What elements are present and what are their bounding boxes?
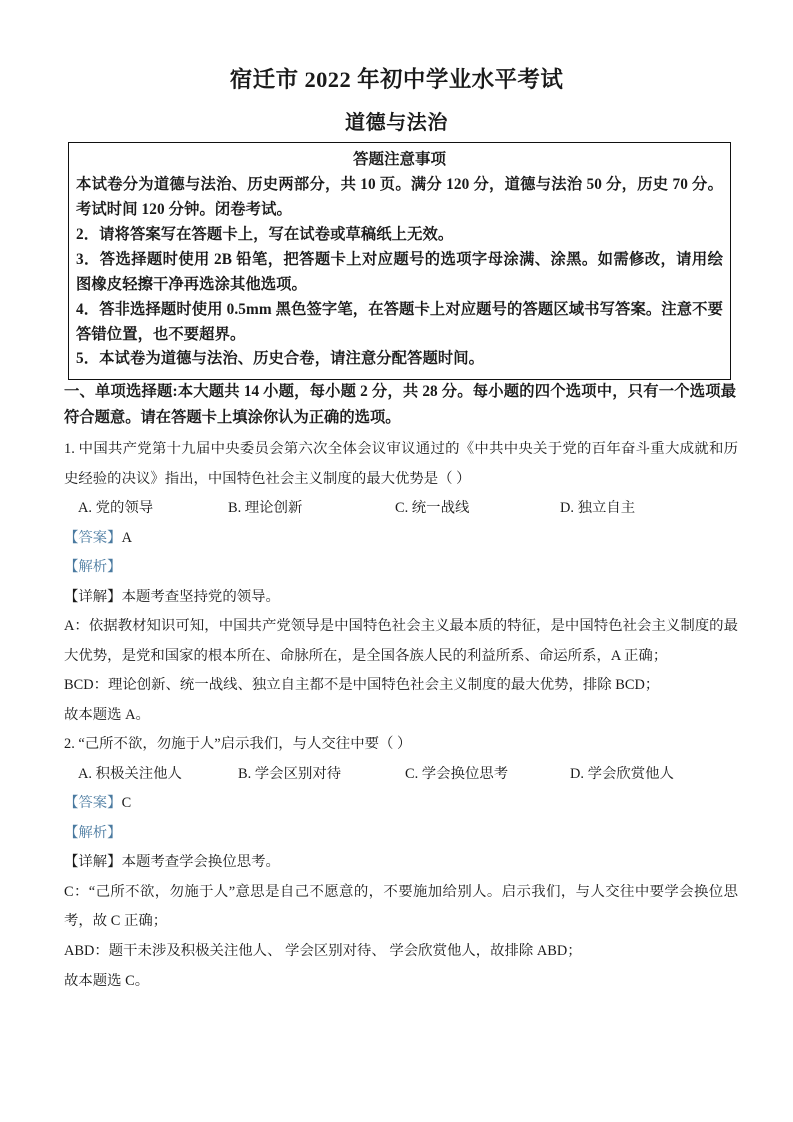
page-title: 宿迁市 2022 年初中学业水平考试 <box>229 67 564 92</box>
exam-notice-box <box>68 142 731 380</box>
explanation-paragraph: C：“己所不欲，勿施于人”意思是自己不愿意的，不要施加给别人。启示我们，与人交往中要学会换位思考，故 C 正确； <box>64 883 738 930</box>
explanation-paragraph: A：依据教材知识可知，中国共产党领导是中国特色社会主义最本质的特征，是中国特色社会主义制度的最大优势，是党和国家的根本所在、命脉所在，是全国各族人民的利益所系、命运所系，A 正确； <box>64 618 738 664</box>
explanation-conclusion: 故本题选 A。 <box>64 706 150 723</box>
option-d[interactable]: D. 学会欣赏他人 <box>570 765 674 782</box>
answer-tag: 【答案】 <box>64 795 122 812</box>
analysis-line <box>64 553 738 583</box>
option-b[interactable]: B. 学会区别对待 <box>238 765 342 782</box>
detail-text: 本题考查学会换位思考。 <box>121 854 280 871</box>
explanation-conclusion: 故本题选 C。 <box>64 972 150 989</box>
option-a[interactable]: A. 党的领导 <box>78 500 154 517</box>
option-c[interactable]: C. 学会换位思考 <box>405 765 509 782</box>
answer-value: A <box>121 529 132 546</box>
question-block-1 <box>64 435 738 730</box>
notice-item-2: 2．请将答案写在答题卡上，写在试卷或草稿纸上无效。 <box>76 225 454 243</box>
explanation-paragraph: BCD：理论创新、统一战线、独立自主都不是中国特色社会主义制度的最大优势，排除 BCD； <box>64 677 660 694</box>
page-subtitle: 道德与法治 <box>345 112 448 135</box>
detail-text: 本题考查坚持党的领导。 <box>121 588 280 605</box>
option-c[interactable]: C. 统一战线 <box>395 500 470 517</box>
notice-item-3: 3．答选择题时使用 2B 铅笔，把答题卡上对应题号的选项字母涂满、涂黑。如需修改，请用绘图橡皮轻擦干净再选涂其他选项。 <box>76 250 723 293</box>
notice-heading: 答题注意事项 <box>352 151 446 168</box>
notice-item-1: 本试卷分为道德与法治、历史两部分，共 10 页。满分 120 分，道德与法治 50 分，历史 70 分。考试时间 120 分钟。闭卷考试。 <box>76 176 723 218</box>
option-a[interactable]: A. 积极关注他人 <box>78 765 182 782</box>
detail-tag: 【详解】 <box>64 588 122 605</box>
detail-line <box>64 848 738 878</box>
answer-tag: 【答案】 <box>64 529 122 546</box>
detail-tag: 【详解】 <box>64 854 122 871</box>
question-options <box>64 494 738 524</box>
question-options <box>64 760 738 790</box>
questions-container <box>64 435 738 996</box>
notice-item-5: 5．本试卷为道德与法治、历史合卷，请注意分配答题时间。 <box>76 350 485 368</box>
analysis-tag: 【解析】 <box>64 824 122 841</box>
answer-line <box>64 789 738 819</box>
option-d[interactable]: D. 独立自主 <box>560 500 636 517</box>
option-b[interactable]: B. 理论创新 <box>228 500 303 517</box>
notice-item-4: 4．答非选择题时使用 0.5mm 黑色签字笔，在答题卡上对应题号的答题区域书写答案。注意不要答错位置，也不要超界。 <box>76 300 723 343</box>
answer-value: C <box>121 795 132 812</box>
question-stem: 2. “己所不欲，勿施于人”启示我们，与人交往中要（ ） <box>64 736 412 753</box>
explanation-paragraph: ABD：题干未涉及积极关注他人、 学会区别对待、 学会欣赏他人，故排除 ABD； <box>64 942 582 959</box>
question-stem: 1. 中国共产党第十九届中央委员会第六次全体会议审议通过的《中共中央关于党的百年奋斗重大成就和历史经验的决议》指出，中国特色社会主义制度的最大优势是（ ） <box>64 441 738 487</box>
analysis-line <box>64 819 738 849</box>
section-heading-single-choice: 一、单项选择题:本大题共 14 小题，每小题 2 分，共 28 分。每小题的四个选项中，只有一个选项最符合题意。请在答题卡上填涂你认为正确的选项。 <box>64 383 736 427</box>
answer-line <box>64 524 738 554</box>
detail-line <box>64 583 738 613</box>
question-block-2 <box>64 730 738 996</box>
analysis-tag: 【解析】 <box>64 559 122 576</box>
